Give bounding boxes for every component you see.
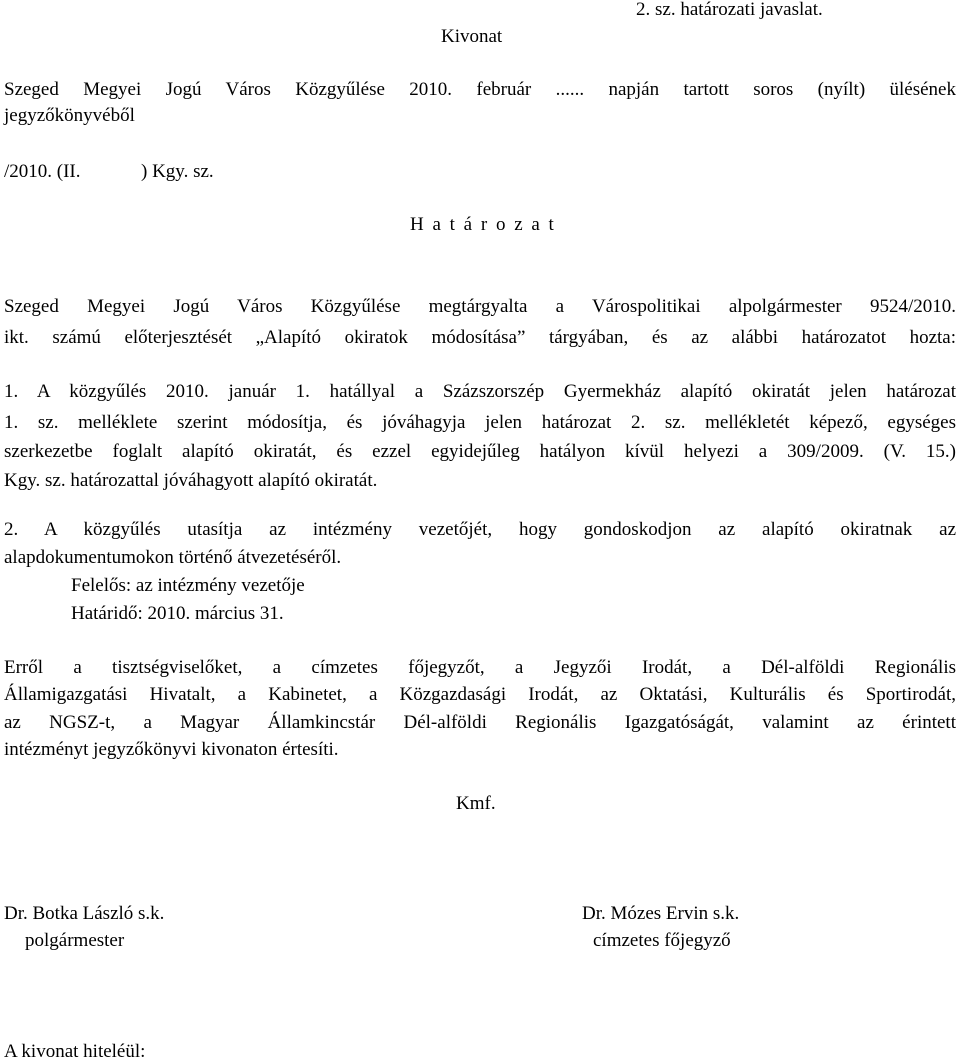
- point-2-line: 2. A közgyűlés utasítja az intézmény vezetőjét, hogy gondoskodjon az alapító okiratnak az: [4, 519, 956, 540]
- kmf-label: Kmf.: [456, 793, 496, 814]
- deadline-line: Határidő: 2010. március 31.: [71, 603, 284, 624]
- meeting-line: Szeged Megyei Jogú Város Közgyűlése 2010. február ...... napján tartott soros (nyílt) ülésének: [4, 79, 956, 100]
- point-1-line: Kgy. sz. határozattal jóváhagyott alapító okiratát.: [4, 470, 378, 491]
- resolution-number-left: /2010. (II.: [4, 161, 81, 182]
- point-1-line: 1. sz. melléklete szerint módosítja, és jóváhagyja jelen határozat 2. sz. mellékletét képező, egységes: [4, 412, 956, 433]
- resolution-title: H a t á r o z a t: [410, 214, 556, 235]
- notification-line: Erről a tisztségviselőket, a címzetes főjegyzőt, a Jegyzői Irodát, a Dél-alföldi Regionális: [4, 657, 956, 678]
- point-2-line: alapdokumentumokon történő átvezetéséről.: [4, 547, 342, 568]
- signer-title: polgármester: [25, 930, 125, 951]
- point-1-line: szerkezetbe foglalt alapító okiratát, és ezzel egyidejűleg hatályon kívül helyezi a 309/2009. (V. 15.): [4, 441, 956, 462]
- proposal-label: 2. sz. határozati javaslat.: [636, 0, 823, 20]
- notification-line: intézményt jegyzőkönyvi kivonaton értesíti.: [4, 739, 339, 760]
- signer-name: Dr. Botka László s.k.: [4, 903, 165, 924]
- point-1-line: 1. A közgyűlés 2010. január 1. hatállyal a Százszorszép Gyermekház alapító okiratát jelen határozat: [4, 381, 956, 402]
- resolution-number-right: ) Kgy. sz.: [141, 161, 214, 182]
- meeting-line: jegyzőkönyvéből: [4, 105, 135, 126]
- intro-line: ikt. számú előterjesztését „Alapító okiratok módosítása” tárgyában, és az alábbi határozatot hozta:: [4, 327, 956, 348]
- notification-line: Államigazgatási Hivatalt, a Kabinetet, a Közgazdasági Irodát, az Oktatási, Kulturális és Sportirodát,: [4, 684, 956, 705]
- intro-line: Szeged Megyei Jogú Város Közgyűlése megtárgyalta a Várospolitikai alpolgármester 9524/2010.: [4, 296, 956, 317]
- certification-label: A kivonat hiteléül:: [4, 1041, 146, 1062]
- signer-title: címzetes főjegyző: [593, 930, 731, 951]
- document-kind: Kivonat: [441, 26, 503, 47]
- signer-name: Dr. Mózes Ervin s.k.: [582, 903, 740, 924]
- responsible-line: Felelős: az intézmény vezetője: [71, 575, 305, 596]
- notification-line: az NGSZ-t, a Magyar Államkincstár Dél-alföldi Regionális Igazgatóságát, valamint az érintett: [4, 712, 956, 733]
